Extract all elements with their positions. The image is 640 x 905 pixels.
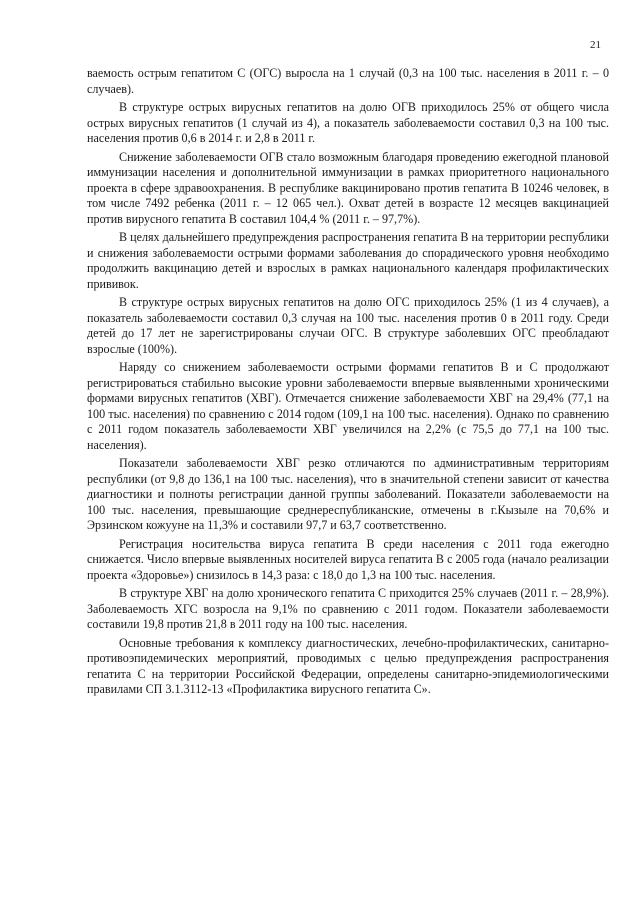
document-body	[87, 66, 609, 701]
page-number: 21	[590, 39, 601, 51]
paragraph: В структуре острых вирусных гепатитов на долю ОГВ приходилось 25% от общего числа острых вирусных гепатитов (1 случай из 4), а показатель заболеваемости составил 0,3 на 100 тыс. населения против 0,6 в 2014 г. и 2,8 в 2011 г.	[87, 100, 609, 145]
paragraph: Наряду со снижением заболеваемости острыми формами гепатитов В и С продолжают регистрироваться стабильно высокие уровни заболеваемости впервые выявленными хроническими формами вирусных гепатитов (ХВГ). Отмечается снижение заболеваемости ХВГ на 29,4% (77,1 на 100 тыс. населения) по сравнению с 2014 годом (109,1 на 100 тыс. населения). Однако по сравнению с 2011 годом показатель заболеваемости ХВГ увеличился на 2,2% (с 75,5 до 77,1 на 100 тыс. населения).	[87, 360, 609, 452]
paragraph: В структуре ХВГ на долю хронического гепатита С приходится 25% случаев (2011 г. – 28,9%). Заболеваемость ХГС возросла на 9,1% по сравнению с 2011 годом. Показатели заболеваемости составили 19,8 против 21,8 в 2011 году на 100 тыс. населения.	[87, 586, 609, 631]
paragraph: Показатели заболеваемости ХВГ резко отличаются по административным территориям республики (от 9,8 до 136,1 на 100 тыс. населения), что в значительной степени зависит от качества диагностики и полноты регистрации данной группы заболеваний. Показатели заболеваемости на 100 тыс. населения, превышающие среднереспубликанские, отмечены в г.Кызыле на 70,6% и Эрзинском кожууне на 11,3% и составили 97,7 и 63,7 соответственно.	[87, 456, 609, 532]
paragraph: Основные требования к комплексу диагностических, лечебно-профилактических, санитарно-противоэпидемических мероприятий, проводимых с целью предупреждения распространения гепатита С на территории Российской Федерации, определены санитарно-эпидемиологическими правилами СП 3.1.3112-13 «Профилактика вирусного гепатита С».	[87, 635, 609, 696]
paragraph: В целях дальнейшего предупреждения распространения гепатита В на территории республики и снижения заболеваемости острыми формами заболевания до спорадического уровня необходимо продолжить вакцинацию детей и взрослых в рамках национального календаря профилактических прививок.	[87, 230, 609, 291]
paragraph: В структуре острых вирусных гепатитов на долю ОГС приходилось 25% (1 из 4 случаев), а показатель заболеваемости составил 0,3 случая на 100 тыс. населения против 0 в 2011 году. Среди детей до 17 лет не зарегистрированы случаи ОГС. В структуре заболевших ОГС преобладают взрослые (100%).	[87, 295, 609, 356]
paragraph: Регистрация носительства вируса гепатита В среди населения с 2011 года ежегодно снижается. Число впервые выявленных носителей вируса гепатита В с 2005 года (начало реализации проекта «Здоровье») снизилось в 14,3 раза: с 18,0 до 1,3 на 100 тыс. населения.	[87, 536, 609, 582]
paragraph-continuation: ваемость острым гепатитом С (ОГС) выросла на 1 случай (0,3 на 100 тыс. населения в 2011 г. – 0 случаев).	[87, 66, 609, 96]
paragraph: Снижение заболеваемости ОГВ стало возможным благодаря проведению ежегодной плановой иммунизации населения и дополнительной иммунизации в рамках приоритетного национального проекта в сфере здравоохранения. В республике вакцинировано против гепатита В 10246 человек, в том числе 7492 ребенка (2011 г. – 12 065 чел.). Охват детей в возрасте 12 месяцев вакцинацией против вирусного гепатита В составил 104,4 % (2011 г. – 97,7%).	[87, 149, 609, 226]
